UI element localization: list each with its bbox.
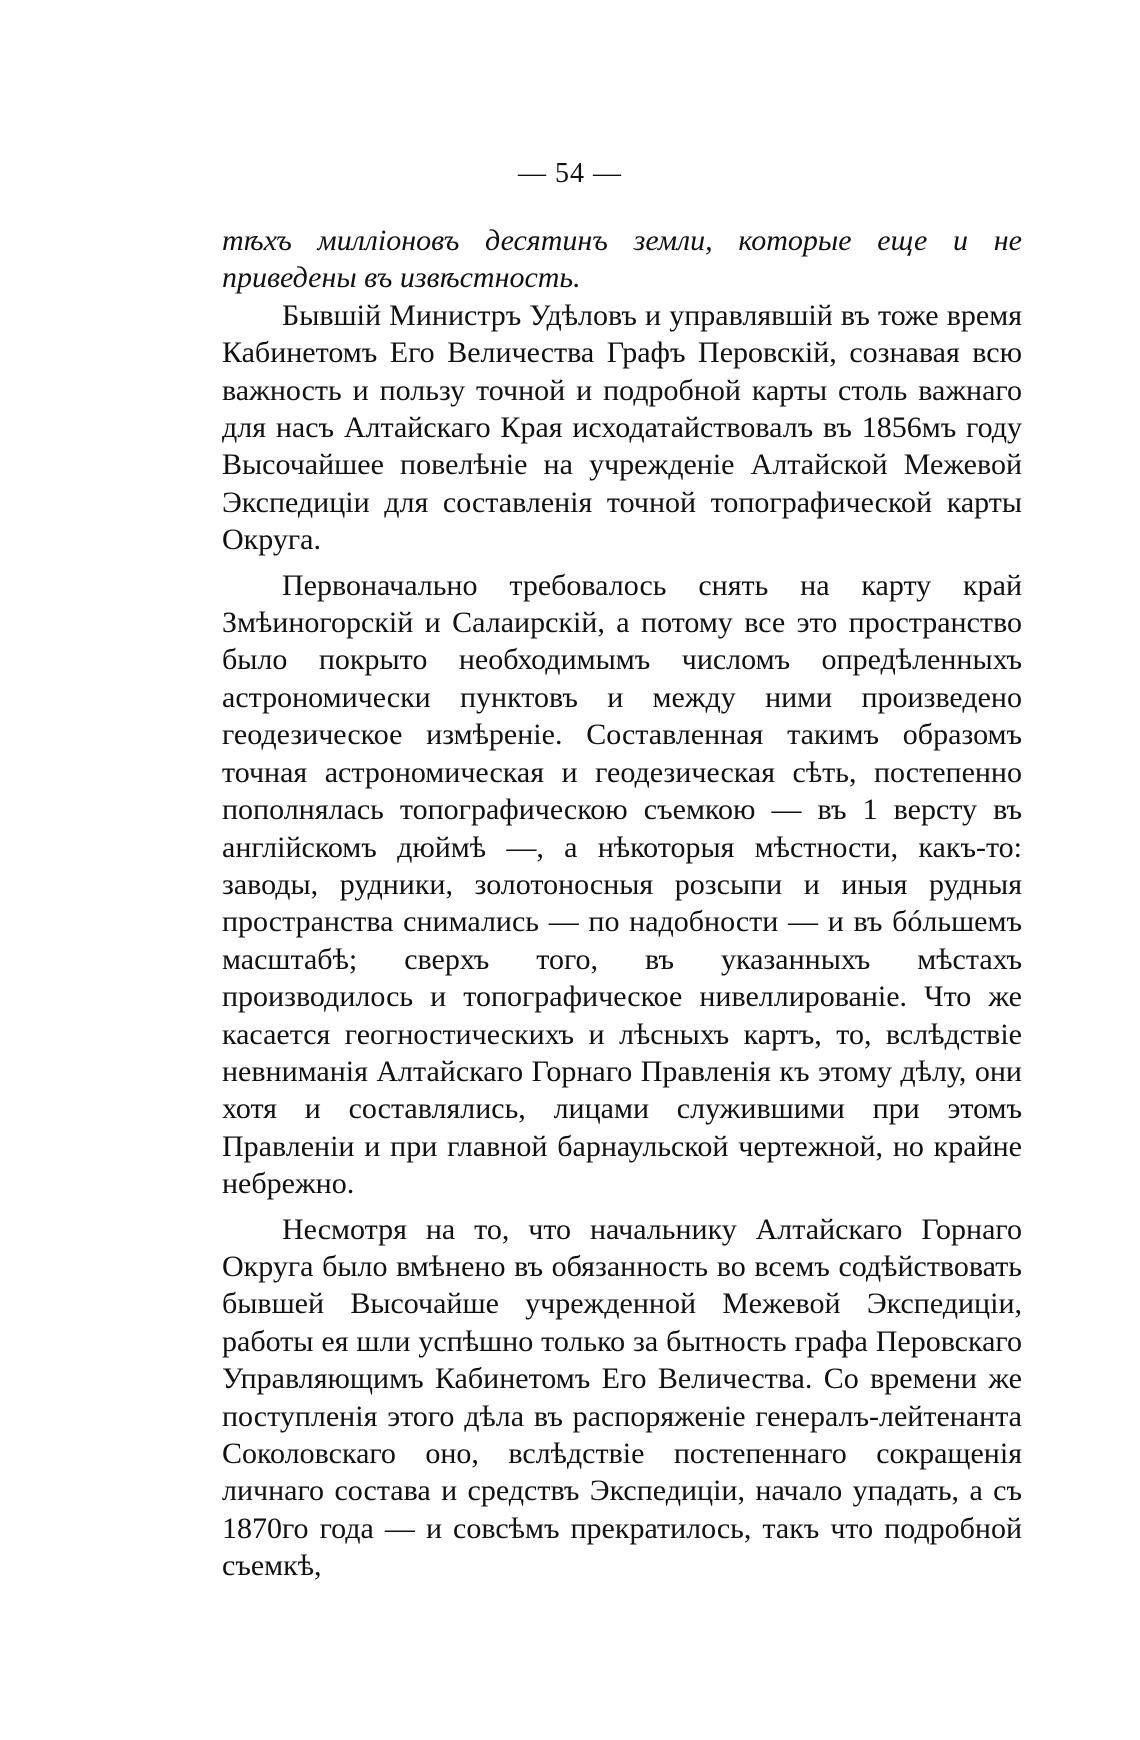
page-text: [222, 222, 1022, 1585]
paragraph-continuation: тѣхъ милліоновъ десятинъ земли, которые еще и не приведены въ извѣстность.: [222, 224, 1022, 295]
paragraph: Бывшій Министръ Удѣловъ и управлявшій въ тоже время Кабинетомъ Его Величества Графъ Перовскій, сознавая всю важность и пользу точной и подробной карты столь важнаго для насъ Алтайскаго Края исходатайствовалъ въ 1856мъ году Высочайшее повелѣніе на учрежденіе Алтайской Межевой Экспедиціи для составленія точной топографической карты Округа.: [222, 298, 1022, 557]
paragraph: Несмотря на то, что начальнику Алтайскаго Горнаго Округа было вмѣнено въ обязанность во всемъ содѣйствовать бывшей Высочайше учрежденной Межевой Экспедиціи, работы ея шли успѣшно только за бытность графа Перовскаго Управляющимъ Кабинетомъ Его Величества. Со времени же поступленія этого дѣла въ распоряженіе генералъ-лейтенанта Соколовскаго оно, вслѣдствіе постепеннаго сокращенія личнаго состава и средствъ Экспедиціи, начало упадать, а съ 1870го года — и совсѣмъ прекратилось, такъ что подробной съемкѣ,: [222, 1212, 1022, 1583]
page-number: — 54 —: [518, 158, 622, 189]
paragraph: Первоначально требовалось снять на карту край Змѣиногорскій и Салаирскій, а потому все это пространство было покрыто необходимымъ числомъ опредѣленныхъ астрономически пунктовъ и между ними произведено геодезическое измѣреніе. Составленная такимъ образомъ точная астрономическая и геодезическая сѣть, постепенно пополнялась топографическою съемкою — въ 1 версту въ англійскомъ дюймѣ —, а нѣкоторыя мѣстности, какъ-то: заводы, рудники, золотоносныя розсыпи и иныя рудныя пространства снимались — по надобности — и въ бóльшемъ масштабѣ; сверхъ того, въ указанныхъ мѣстахъ производилось и топографическое нивеллированіе. Что же касается геогностическихъ и лѣсныхъ картъ, то, вслѣдствіе невниманія Алтайскаго Горнаго Правленія къ этому дѣлу, они хотя и составлялись, лицами служившими при этомъ Правленіи и при главной барнаульской чертежной, но крайне небрежно.: [222, 568, 1022, 1201]
